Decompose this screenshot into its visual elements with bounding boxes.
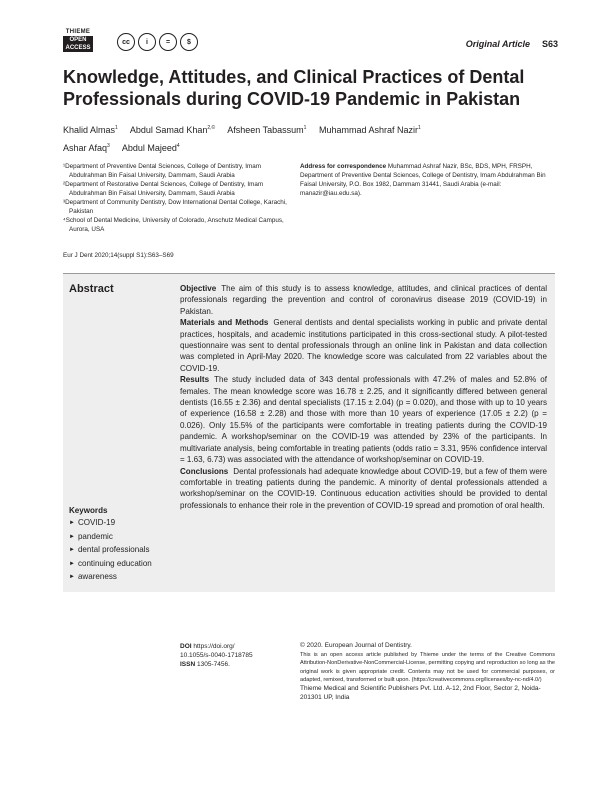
doi: DOI https://doi.org/ [180, 643, 235, 650]
page-number: S63 [541, 39, 558, 49]
abstract-body [180, 283, 547, 511]
doi-suffix: 10.1055/s-0040-1718785 [180, 652, 253, 659]
keywords [69, 505, 152, 584]
citation: Eur J Dent 2020;14(suppl S1):S63–S69 [63, 252, 174, 259]
license-icons [117, 33, 198, 51]
publisher: Thieme Medical and Scientific Publishers Pvt. Ltd. A-12, 2nd Floor, Sector 2, Noida-201301 UP, India [300, 685, 541, 702]
keyword-item: ► continuing education [69, 558, 152, 571]
license-text: This is an open access article published by Thieme under the terms of the Creative Commons Attribution-NonDerivative-NonCommercial-License, permitting copying and reproduction so long as the original work is given appropriate credit. Contents may not be used for commercial purposes, or adapted, remixed, transformed or built upon. (https://creativecommons.org/licenses/by-nc-nd/4.0/) [300, 652, 555, 683]
thieme-open-access-logo [63, 29, 93, 55]
by-icon: i [138, 33, 156, 51]
doi-link[interactable]: https://doi.org/ [193, 643, 235, 650]
keyword-item: ► awareness [69, 571, 152, 584]
article-type: Original Article [465, 39, 530, 49]
logo-access: ACCESS [65, 45, 91, 51]
logo-thieme: THIEME [65, 29, 91, 35]
correspondence-text: Muhammad Ashraf Nazir, BSc, BDS, MPH, FRSPH, Department of Preventive Dental Sciences, College of Dentistry, Imam Abdulrahman Bin Faisal University, P.O. Box 1982, Dammam 31441, Saudi Arabia (e-mail: manazir@iau.edu.sa). [300, 163, 546, 197]
running-header [466, 39, 558, 49]
author: Muhammad Ashraf Nazir$^1$ [318, 125, 421, 135]
abstract-results: Results The study included data of 343 dental professionals with 47.2% of males and 52.8% of females. The mean knowledge score was 16.78 ± 2.25, and it significantly differed between general dentists (16.55 ± 2.36) and dental specialists (17.15 ± 2.04) (p = 0.020), and those with up to 10 years of experience (16.58 ± 2.28) and those with more than 10 years of experience (17.05 ± 2.2) (p = 0.026). Only 15.5% of the participants were comfortable in treating patients during the COVID-19 pandemic. A workshop/seminar on the COVID-19 was attended by 23% of the participants. In multivariate analysis, being comfortable in treating patients (odds ratio = 3.31, 95% confidence interval = 1.63, 6.73) was associated with the attendance of workshop/seminar on COVID-19. [180, 375, 547, 465]
keyword-item: ► pandemic [69, 531, 152, 544]
nc-icon: = [159, 33, 177, 51]
article-title: Knowledge, Attitudes, and Clinical Practices of Dental Professionals during COVID-19 Pandemic in Pakistan [63, 67, 525, 109]
author: Abdul Majeed$^4$ [121, 143, 180, 153]
license-notice [300, 642, 555, 702]
affiliation: ³Department of Community Dentistry, Dow International Dental College, Karachi, Pakistan [63, 199, 287, 215]
affiliation: ⁴School of Dental Medicine, University of Colorado, Anschutz Medical Campus, Aurora, USA [63, 217, 284, 233]
abstract-heading: Abstract [69, 283, 114, 295]
abstract-methods: Materials and Methods General dentists and dental specialists working in public and private dental practices, hospitals, and academic institutions participated in this cross-sectional study. A pilot-tested questionnaire was sent to dental professionals through an online link in Pakistan and data collection was completed in April-May 2020. The knowledge score was calculated from 22 variables about the COVID-19. [180, 318, 547, 373]
abstract-objective: Objective The aim of this study is to assess knowledge, attitudes, and clinical practices of dental professionals regarding the prevention and control of coronavirus disease 2019 (COVID-19) in Pakistan. [180, 284, 547, 316]
author: Afsheen Tabassum$^1$ [227, 125, 307, 135]
abstract-conclusions: Conclusions Dental professionals had adequate knowledge about COVID-19, but a few of them were comfortable in treating patients during the pandemic. A minority of dental professionals attended a workshop/seminar on the COVID-19. Continuous education activities should be provided to dental professionals to enhance their role in the prevention of COVID-19 spread and promotion of oral health. [180, 466, 547, 510]
nd-icon: $ [180, 33, 198, 51]
author-list [63, 120, 543, 156]
keywords-heading: Keywords [69, 506, 108, 515]
author: Khalid Almas$^1$ [63, 125, 118, 135]
copyright: © 2020. European Journal of Dentistry. [300, 642, 412, 649]
affiliation: ¹Department of Preventive Dental Sciences, College of Dentistry, Imam Abdulrahman Bin Faisal University, Dammam, Saudi Arabia [63, 163, 261, 179]
author: Abdul Samad Khan$^{2,©}$ [129, 125, 216, 135]
affiliation: ²Department of Restorative Dental Sciences, College of Dentistry, Imam Abdulrahman Bin Faisal University, Dammam, Saudi Arabia [63, 181, 264, 197]
keyword-item: ► dental professionals [69, 544, 152, 557]
article-identifiers [180, 642, 253, 669]
correspondence-label: Address for correspondence [300, 163, 387, 170]
cc-icon: cc [117, 33, 135, 51]
logo-open: OPEN [69, 37, 87, 43]
issn: ISSN 1305-7456. [180, 661, 230, 668]
correspondence [300, 162, 550, 198]
affiliations [63, 162, 288, 234]
logo-open-access [63, 36, 93, 52]
keyword-item: ► COVID-19 [69, 517, 152, 530]
author: Ashar Afaq$^3$ [63, 143, 110, 153]
